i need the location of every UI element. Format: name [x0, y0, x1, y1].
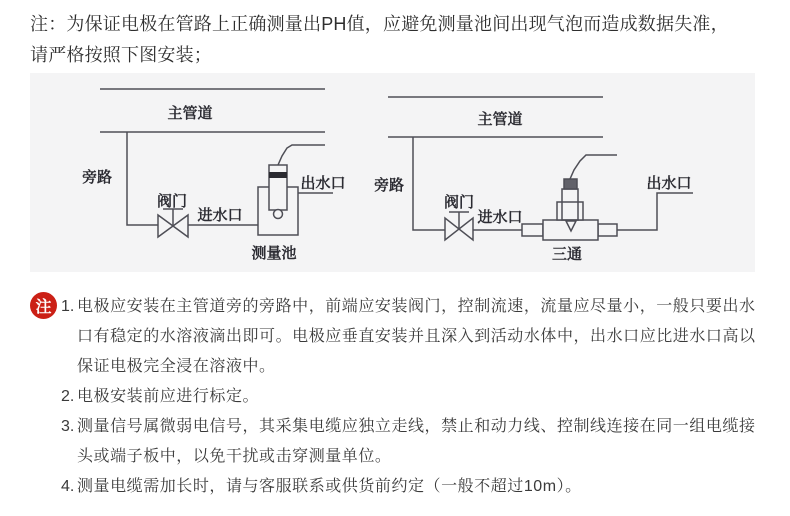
right-bypass-label: 旁路 [373, 177, 405, 194]
left-electrode-cap-band [269, 172, 287, 178]
right-electrode-collar [557, 202, 583, 220]
note-text: 测量电缆需加长时，请与客服联系或供货前约定（一般不超过10m）。 [77, 478, 582, 495]
right-valve-label: 阀门 [443, 194, 475, 211]
notes-list [61, 292, 762, 502]
left-bypass-line [127, 132, 158, 225]
note-text: 电极安装前应进行标定。 [77, 388, 260, 405]
note-badge-label: 注 [35, 299, 52, 316]
note-item-4 [61, 472, 762, 502]
right-tee-label: 三通 [551, 246, 583, 263]
installation-diagrams [30, 73, 755, 272]
left-valve-label: 阀门 [156, 193, 188, 210]
note-number: 1. [61, 298, 75, 315]
left-pool-label: 测量池 [251, 245, 297, 262]
left-electrode-tip [274, 210, 283, 219]
tee-left-coupling [522, 224, 543, 236]
left-main-pipe-label: 主管道 [167, 105, 213, 122]
note-number: 2. [61, 388, 75, 405]
right-electrode-cap [564, 179, 577, 189]
left-outlet-label: 出水口 [300, 175, 346, 192]
right-outlet-label: 出水口 [646, 175, 692, 192]
left-electrode-cable [278, 145, 325, 165]
note-badge [30, 292, 57, 319]
right-main-pipe-label: 主管道 [477, 111, 523, 128]
installation-warning-note [30, 9, 772, 71]
right-tee-diagram [388, 97, 693, 240]
warning-line-1: 注：为保证电极在管路上正确测量出PH值，应避免测量池间出现气泡而造成数据失准， [30, 14, 729, 34]
tee-right-coupling [598, 224, 617, 236]
note-text: 测量信号属微弱电信号，其采集电缆应独立走线，禁止和动力线、控制线连接在同一组电缆接头或端子板中，以免干扰或击穿测量单位。 [77, 418, 756, 465]
diagram-labels [82, 104, 692, 263]
right-bypass-line [413, 137, 445, 230]
left-electrode-body [269, 165, 287, 210]
note-text: 电极应安装在主管道旁的旁路中，前端应安装阀门，控制流速，流量应尽量小，一般只要出水口有稳定的水溶液滴出即可。电极应垂直安装并且深入到活动水体中，出水口应比进水口高以保证电极完全浸在溶液中。 [77, 298, 756, 375]
note-number: 4. [61, 478, 75, 495]
warning-line-2: 请严格按照下图安装； [30, 45, 212, 65]
left-bypass-label: 旁路 [81, 169, 113, 186]
right-outlet-pipe-line [617, 193, 693, 230]
note-item-2 [61, 382, 762, 412]
note-item-1 [61, 292, 762, 382]
note-item-3 [61, 412, 762, 472]
left-inlet-label: 进水口 [197, 207, 243, 224]
note-number: 3. [61, 418, 75, 435]
diagram-panel [30, 73, 755, 272]
right-inlet-label: 进水口 [477, 209, 523, 226]
right-electrode-cable [570, 155, 617, 179]
